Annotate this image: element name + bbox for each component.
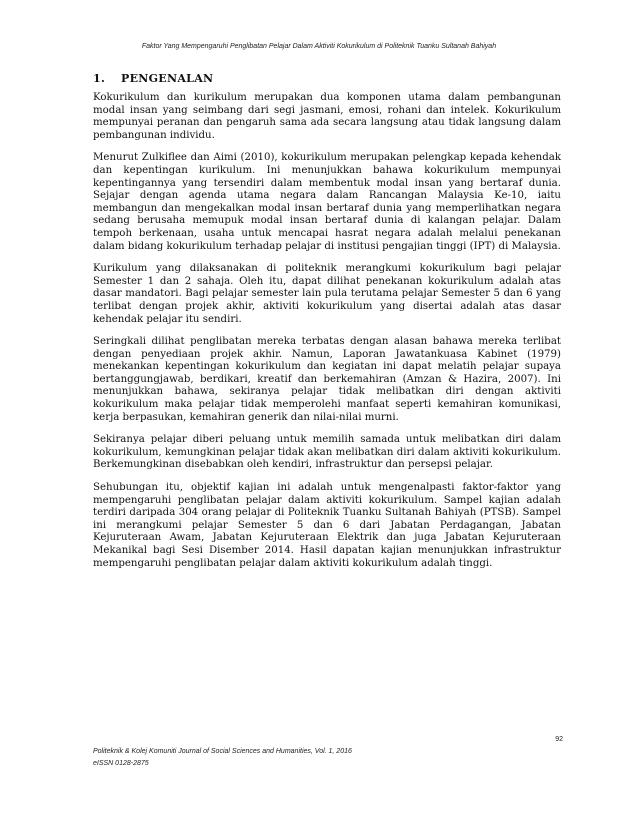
section-number: 1. <box>93 72 106 85</box>
section-heading <box>93 72 213 85</box>
footer-journal: Politeknik & Kolej Komuniti Journal of Social Sciences and Humanities, Vol. 1, 2016 <box>93 748 352 755</box>
page-number: 92 <box>555 736 563 743</box>
section-title: PENGENALAN <box>121 72 214 85</box>
paragraph: Sekiranya pelajar diberi peluang untuk memilih samada untuk melibatkan diri dalam kokurikulum, kemungkinan pelajar tidak akan melibatkan diri dalam aktiviti kokurikulum. Berkemungkinan disebabkan oleh kendiri, infrastruktur dan persepsi pelajar. <box>93 434 561 471</box>
running-header: Faktor Yang Mempengaruhi Penglibatan Pelajar Dalam Aktiviti Kokurikulum di Politeknik Tuanku Sultanah Bahiyah <box>141 43 497 50</box>
footer-issn: eISSN 0128-2875 <box>93 760 149 767</box>
paragraph: Kokurikulum dan kurikulum merupakan dua komponen utama dalam pembangunan modal insan yang seimbang dari segi jasmani, emosi, rohani dan intelek. Kokurikulum mempunyai peranan dan pengaruh sama ada secara langsung atau tidak langsung dalam pembangunan individu. <box>93 92 561 141</box>
paragraph: Kurikulum yang dilaksanakan di politeknik merangkumi kokurikulum bagi pelajar Semester 1 dan 2 sahaja. Oleh itu, dapat dilihat penekanan kokurikulum adalah atas dasar mandatori. Bagi pelajar semester lain pula terutama pelajar Semester 5 dan 6 yang terlibat dengan projek akhir, aktiviti kokurikulum yang disertai adalah atas dasar kehendak pelajar itu sendiri. <box>93 263 561 325</box>
paragraph: Seringkali dilihat penglibatan mereka terbatas dengan alasan bahawa mereka terlibat dengan penyediaan projek akhir. Namun, Laporan Jawatankuasa Kabinet (1979) menekankan kepentingan kokurikulum dan kegiatan ini dapat melatih pelajar supaya bertanggungjawab, berdikari, kreatif dan berkemahiran (Amzan & Hazira, 2007). Ini menunjukkan bahawa, sekiranya pelajar tidak melibatkan diri dengan aktiviti kokurikulum maka pelajar tidak memperolehi manfaat seperti kemahiran komunikasi, kerja berpasukan, kemahiran generik dan nilai-nilai murni. <box>93 336 561 423</box>
body-text <box>93 92 561 580</box>
paragraph: Sehubungan itu, objektif kajian ini adalah untuk mengenalpasti faktor-faktor yang mempengaruhi penglibatan pelajar dalam aktiviti kokurikulum. Sampel kajian adalah terdiri daripada 304 orang pelajar di Politeknik Tuanku Sultanah Bahiyah (PTSB). Sampel ini merangkumi pelajar Semester 5 dan 6 dari Jabatan Perdagangan, Jabatan Kejuruteraan Awam, Jabatan Kejuruteraan Elektrik dan juga Jabatan Kejuruteraan Mekanikal bagi Sesi Disember 2014. Hasil dapatan kajian menunjukkan infrastruktur mempengaruhi penglibatan pelajar dalam aktiviti kokurikulum adalah tinggi. <box>93 482 561 569</box>
paragraph: Menurut Zulkiflee dan Aimi (2010), kokurikulum merupakan pelengkap kepada kehendak dan kepentingan kurikulum. Ini menunjukkan bahawa kokurikulum mempunyai kepentingannya yang tersendiri dalam membentuk modal insan yang bertaraf dunia. Sejajar dengan agenda utama negara dalam Rancangan Malaysia Ke-10, iaitu membangun dan mengekalkan modal insan bertaraf dunia yang memperlihatkan negara sedang berusaha memupuk modal insan bertaraf dunia di kalangan pelajar. Dalam tempoh berkenaan, usaha untuk mencapai hasrat negara adalah melalui penekanan dalam bidang kokurikulum terhadap pelajar di institusi pengajian tinggi (IPT) di Malaysia. <box>93 152 561 252</box>
